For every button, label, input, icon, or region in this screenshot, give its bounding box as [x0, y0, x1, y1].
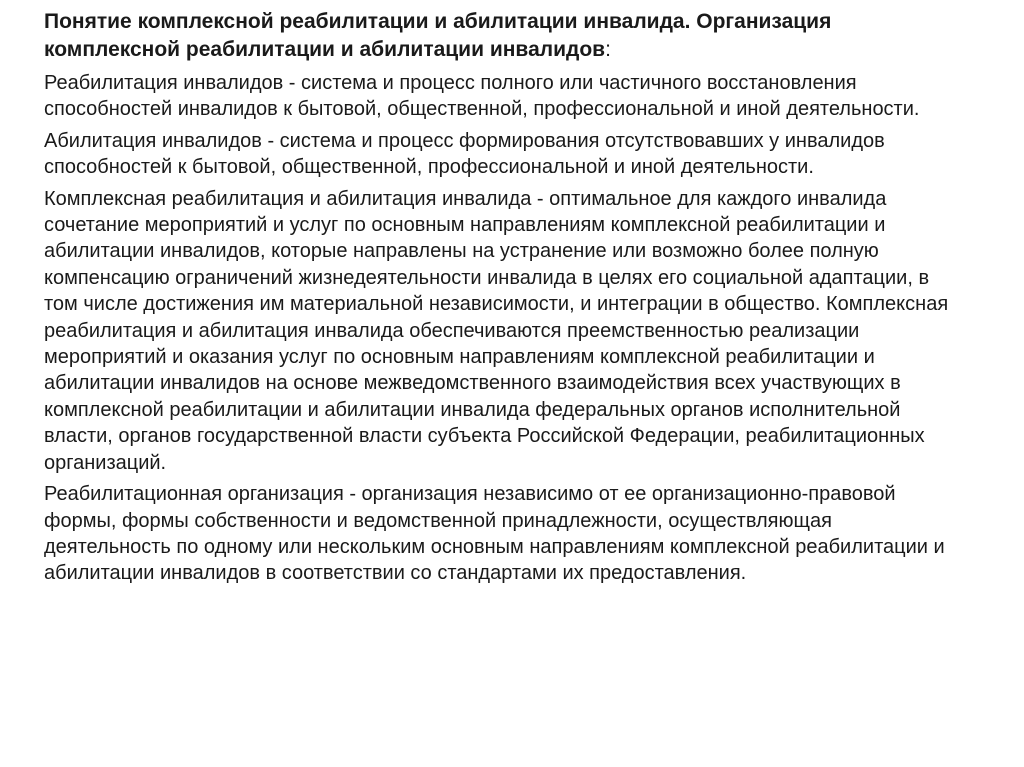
slide-title-text: Понятие комплексной реабилитации и абилитации инвалида. Организация комплексной реабилитации и абилитации инвалидов — [44, 10, 832, 61]
paragraph-rehabilitation-definition: Реабилитация инвалидов - система и процесс полного или частичного восстановления способностей инвалидов к бытовой, общественной, профессиональной и иной деятельности. — [44, 72, 920, 121]
paragraph-complex-rehabilitation-definition: Комплексная реабилитация и абилитация инвалида - оптимальное для каждого инвалида сочетание мероприятий и услуг по основным направлениям комплексной реабилитации и абилитации инвалидов, которые направлены на устранение или возможно более полную компенсацию ограничений жизнедеятельности инвалида в целях его социальной адаптации, в том числе достижения им материальной независимости, и интеграции в общество. Комплексная реабилитация и абилитация инвалида обеспечиваются преемственностью реализации мероприятий и оказания услуг по основным направлениям комплексной реабилитации и абилитации инвалидов на основе межведомственного взаимодействия всех участвующих в комплексной реабилитации и абилитации инвалида федеральных органов исполнительной власти, органов государственной власти субъекта Российской Федерации, реабилитационных организаций. — [44, 187, 949, 474]
slide-title — [44, 8, 964, 64]
slide-title-colon: : — [605, 38, 611, 61]
paragraph-rehabilitation-organization-definition: Реабилитационная организация - организация независимо от ее организационно-правовой формы, формы собственности и ведомственной принадлежности, осуществляющая деятельность по одному или нескольким основным направлениям комплексной реабилитации и абилитации инвалидов в соответствии со стандартами их предоставления. — [44, 483, 945, 585]
paragraph-habilitation-definition: Абилитация инвалидов - система и процесс формирования отсутствовавших у инвалидов способностей к бытовой, общественной, профессиональной и иной деятельности. — [44, 129, 885, 179]
